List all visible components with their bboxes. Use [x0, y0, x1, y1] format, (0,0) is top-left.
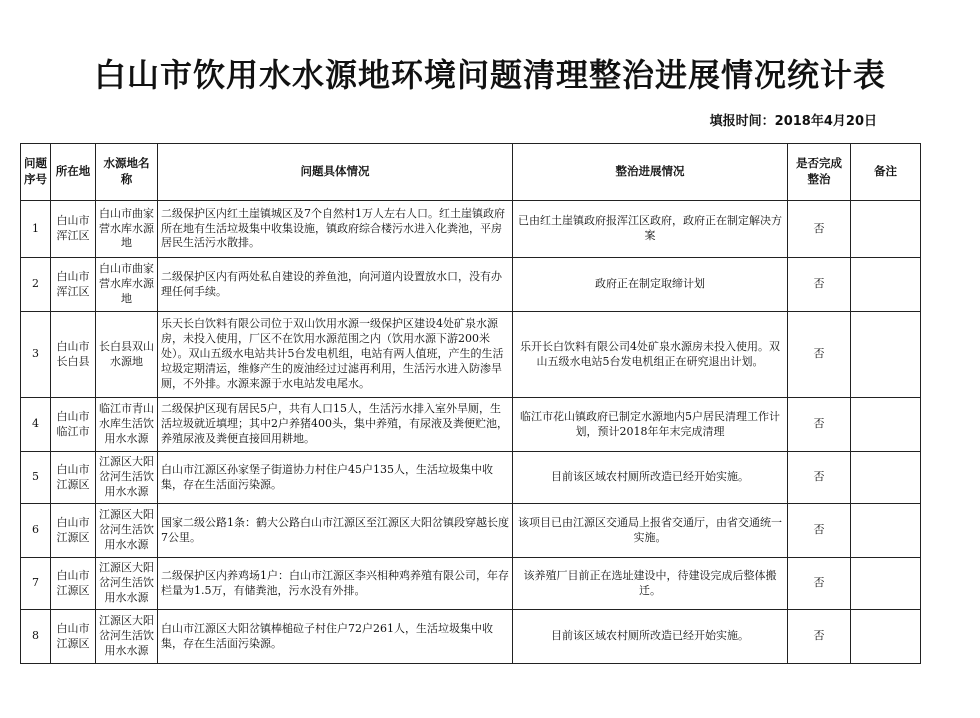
cell-done: 否: [788, 258, 851, 312]
cell-done: 否: [788, 312, 851, 398]
table-row: [21, 201, 921, 258]
cell-source: 白山市曲家营水库水源地: [96, 258, 158, 312]
cell-done: 否: [788, 398, 851, 452]
progress-table: [20, 143, 921, 664]
header-note: 备注: [851, 144, 921, 201]
table-row: [21, 610, 921, 664]
cell-no: 1: [21, 201, 51, 258]
cell-issue: 二级保护区内红土崖镇城区及7个自然村1万人左右人口。红土崖镇政府所在地有生活垃圾集中收集设施，镇政府综合楼污水进入化粪池，平房居民生活污水散排。: [158, 201, 513, 258]
cell-no: 5: [21, 452, 51, 504]
cell-no: 4: [21, 398, 51, 452]
table-row: [21, 452, 921, 504]
cell-location: 白山市临江市: [51, 398, 96, 452]
cell-source: 江源区大阳岔河生活饮用水水源: [96, 610, 158, 664]
cell-note: [851, 452, 921, 504]
cell-done: 否: [788, 201, 851, 258]
cell-issue: 白山市江源区大阳岔镇棒槌砬子村住户72户261人，生活垃圾集中收集，存在生活面污染源。: [158, 610, 513, 664]
cell-location: 白山市浑江区: [51, 258, 96, 312]
cell-done: 否: [788, 452, 851, 504]
table-header-row: [21, 144, 921, 201]
table-row: [21, 312, 921, 398]
cell-progress: 政府正在制定取缔计划: [513, 258, 788, 312]
cell-note: [851, 312, 921, 398]
cell-no: 3: [21, 312, 51, 398]
table-row: [21, 398, 921, 452]
cell-progress: 该养殖厂目前正在选址建设中，待建设完成后整体搬迁。: [513, 558, 788, 610]
cell-issue: 二级保护区内养鸡场1户：白山市江源区李兴相种鸡养殖有限公司，年存栏量为1.5万，有储粪池，污水没有外排。: [158, 558, 513, 610]
cell-done: 否: [788, 504, 851, 558]
cell-note: [851, 558, 921, 610]
cell-note: [851, 201, 921, 258]
cell-issue: 乐天长白饮料有限公司位于双山饮用水源一级保护区建设4处矿泉水源房，未投入使用，厂区不在饮用水源范围之内（饮用水源下游200米处）。双山五级水电站共计5台发电机组，电站有两人值班，产生的生活垃圾定期清运，维修产生的废油经过过滤再利用，生活污水进入防渗旱厕，不外排。水源来源于水电站发电尾水。: [158, 312, 513, 398]
cell-issue: 二级保护区现有居民5户，共有人口15人，生活污水排入室外旱厕，生活垃圾就近填埋；其中2户养猪400头，集中养殖，有尿液及粪便贮池，养殖尿液及粪便直接回用耕地。: [158, 398, 513, 452]
cell-no: 6: [21, 504, 51, 558]
cell-source: 江源区大阳岔河生活饮用水水源: [96, 558, 158, 610]
cell-issue: 国家二级公路1条：鹤大公路白山市江源区至江源区大阳岔镇段穿越长度7公里。: [158, 504, 513, 558]
cell-source: 江源区大阳岔河生活饮用水水源: [96, 504, 158, 558]
cell-location: 白山市浑江区: [51, 201, 96, 258]
cell-location: 白山市江源区: [51, 610, 96, 664]
page-title: 白山市饮用水水源地环境问题清理整治进展情况统计表: [93, 56, 886, 94]
cell-note: [851, 504, 921, 558]
cell-progress: 目前该区域农村厕所改造已经开始实施。: [513, 610, 788, 664]
cell-note: [851, 258, 921, 312]
cell-progress: 临江市花山镇政府已制定水源地内5户居民清理工作计划，预计2018年年末完成清理: [513, 398, 788, 452]
header-no: 问题序号: [21, 144, 51, 201]
cell-note: [851, 398, 921, 452]
cell-location: 白山市江源区: [51, 558, 96, 610]
cell-source: 江源区大阳岔河生活饮用水水源: [96, 452, 158, 504]
header-location: 所在地: [51, 144, 96, 201]
cell-issue: 二级保护区内有两处私自建设的养鱼池，向河道内设置放水口，没有办理任何手续。: [158, 258, 513, 312]
cell-location: 白山市江源区: [51, 452, 96, 504]
table-row: [21, 258, 921, 312]
cell-note: [851, 610, 921, 664]
table-row: [21, 558, 921, 610]
header-progress: 整治进展情况: [513, 144, 788, 201]
cell-no: 8: [21, 610, 51, 664]
cell-done: 否: [788, 558, 851, 610]
cell-issue: 白山市江源区孙家堡子街道协力村住户45户135人，生活垃圾集中收集，存在生活面污染源。: [158, 452, 513, 504]
cell-no: 7: [21, 558, 51, 610]
header-done: 是否完成整治: [788, 144, 851, 201]
table-row: [21, 504, 921, 558]
header-issue: 问题具体情况: [158, 144, 513, 201]
cell-location: 白山市江源区: [51, 504, 96, 558]
fill-time: 填报时间：2018年4月20日: [709, 114, 877, 129]
cell-progress: 该项目已由江源区交通局上报省交通厅，由省交通统一实施。: [513, 504, 788, 558]
cell-done: 否: [788, 610, 851, 664]
cell-location: 白山市长白县: [51, 312, 96, 398]
cell-source: 长白县双山水源地: [96, 312, 158, 398]
cell-source: 临江市青山水库生活饮用水水源: [96, 398, 158, 452]
cell-progress: 已由红土崖镇政府报浑江区政府，政府正在制定解决方案: [513, 201, 788, 258]
cell-progress: 乐开长白饮料有限公司4处矿泉水源房未投入使用。双山五级水电站5台发电机组正在研究退出计划。: [513, 312, 788, 398]
cell-progress: 目前该区域农村厕所改造已经开始实施。: [513, 452, 788, 504]
header-source: 水源地名称: [96, 144, 158, 201]
cell-no: 2: [21, 258, 51, 312]
cell-source: 白山市曲家营水库水源地: [96, 201, 158, 258]
